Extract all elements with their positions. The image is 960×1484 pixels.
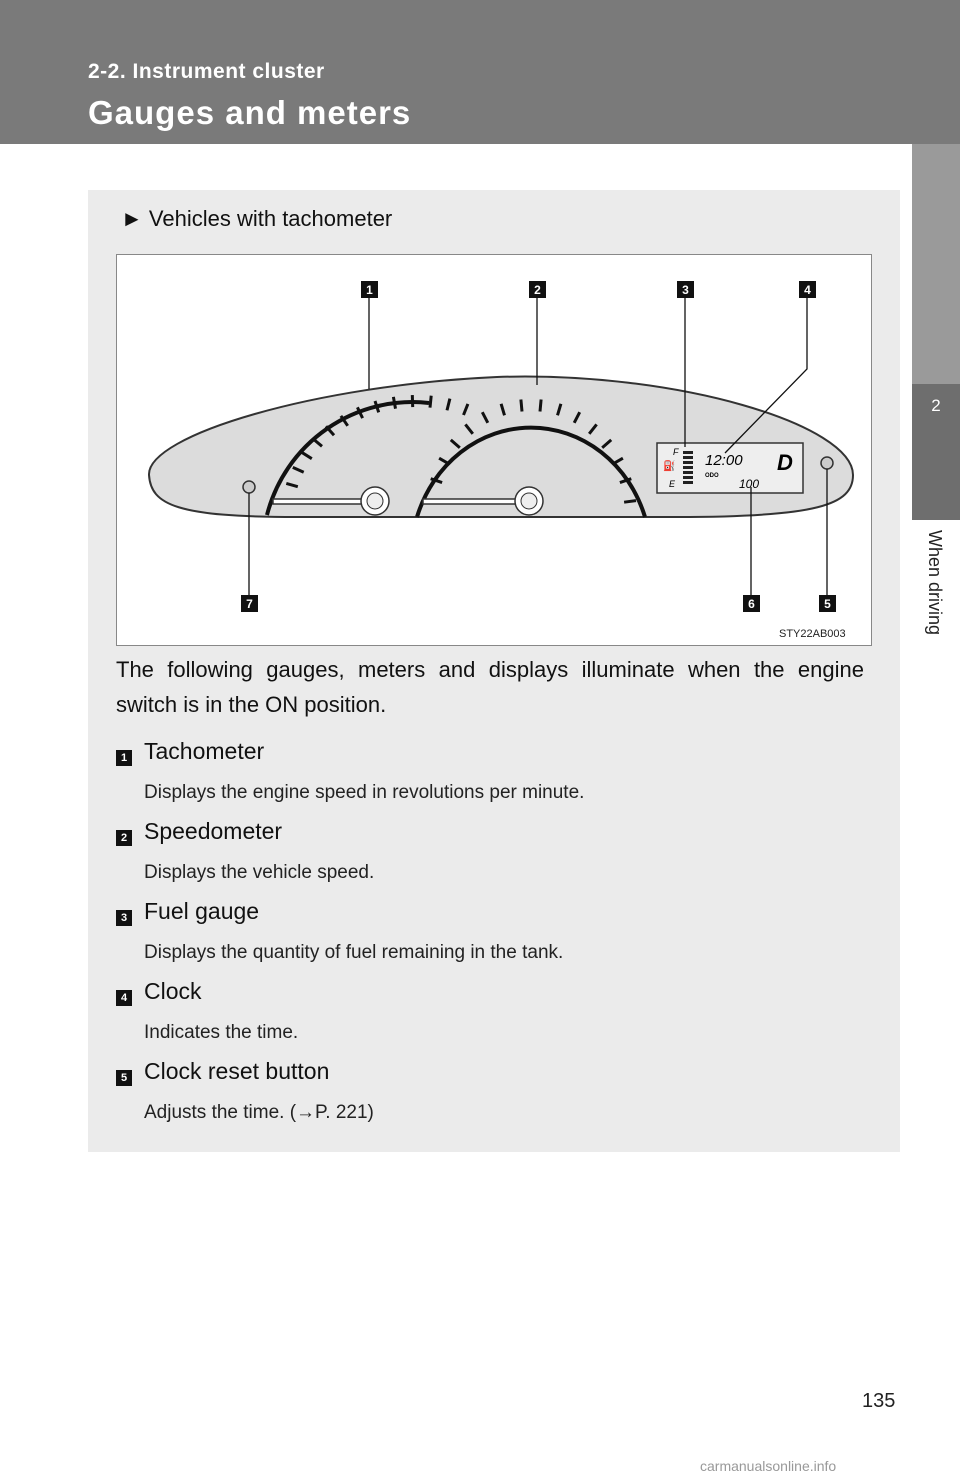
clock-reset-knob xyxy=(821,457,833,469)
triangle-marker-icon: ► xyxy=(121,206,143,231)
item-description: Displays the quantity of fuel remaining in the tank. xyxy=(144,942,564,963)
item-number-badge: 5 xyxy=(116,1070,132,1086)
callout-badge xyxy=(241,595,258,612)
item-description: Adjusts the time. (→P. 221) xyxy=(144,1102,374,1123)
odo-label: ODO xyxy=(705,473,719,479)
svg-text:2: 2 xyxy=(534,283,541,297)
fuel-empty-label: E xyxy=(669,479,676,489)
watermark: carmanualsonline.info xyxy=(700,1458,837,1474)
fuel-pump-icon: ⛽ xyxy=(663,461,676,472)
svg-text:3: 3 xyxy=(682,283,689,297)
speedometer-needle xyxy=(423,499,517,504)
item-number-badge: 3 xyxy=(116,910,132,926)
gauge-tick xyxy=(624,501,636,503)
section-label: 2-2. Instrument cluster xyxy=(88,60,325,83)
instrument-cluster-figure xyxy=(116,254,872,646)
gauge-tick xyxy=(540,400,541,412)
item-name: Clock reset button xyxy=(144,1058,330,1084)
svg-text:7: 7 xyxy=(246,597,253,611)
svg-text:5: 5 xyxy=(824,597,831,611)
callout-badge xyxy=(361,281,378,298)
fuel-full-label: F xyxy=(673,447,679,457)
callout-badge xyxy=(799,281,816,298)
svg-text:1: 1 xyxy=(366,283,373,297)
page-title: Gauges and meters xyxy=(88,94,412,131)
gauge-tick xyxy=(393,397,395,409)
variant-heading xyxy=(121,206,392,232)
item-name: Tachometer xyxy=(144,738,265,764)
side-tab-top xyxy=(912,144,960,384)
intro-text: The following gauges, meters and displays illuminate when the engine switch is in the ON position. xyxy=(116,657,864,717)
item-number-badge: 1 xyxy=(116,750,132,766)
variant-label: Vehicles with tachometer xyxy=(148,206,393,231)
page-number: 135 xyxy=(862,1390,896,1412)
gear-indicator: D xyxy=(777,450,793,475)
callout-badge xyxy=(529,281,546,298)
figure-code: STY22AB003 xyxy=(779,628,846,640)
callout-badge xyxy=(743,595,760,612)
odometer-display: 100 xyxy=(739,477,760,491)
clock-display: 12:00 xyxy=(705,452,743,469)
item-number-badge: 2 xyxy=(116,830,132,846)
item-name: Fuel gauge xyxy=(144,898,260,924)
cluster-illustration xyxy=(117,255,871,645)
callout-badge xyxy=(677,281,694,298)
item-description: Displays the vehicle speed. xyxy=(144,862,375,883)
left-knob xyxy=(243,481,255,493)
svg-text:4: 4 xyxy=(804,283,811,297)
chapter-number: 2 xyxy=(912,384,960,520)
tachometer-needle xyxy=(273,499,365,504)
item-name: Clock xyxy=(144,978,202,1004)
svg-text:6: 6 xyxy=(748,597,755,611)
gauge-tick xyxy=(521,400,522,412)
chapter-side-tab xyxy=(912,144,960,1144)
page-header xyxy=(0,0,960,144)
item-description: Displays the engine speed in revolutions per minute. xyxy=(144,782,585,803)
chapter-label: When driving xyxy=(925,530,945,636)
item-number-badge: 4 xyxy=(116,990,132,1006)
item-description: Indicates the time. xyxy=(144,1022,299,1043)
chapter-label-block xyxy=(912,520,960,840)
callout-badge xyxy=(819,595,836,612)
gauge-tick xyxy=(430,396,431,408)
item-name: Speedometer xyxy=(144,818,283,844)
